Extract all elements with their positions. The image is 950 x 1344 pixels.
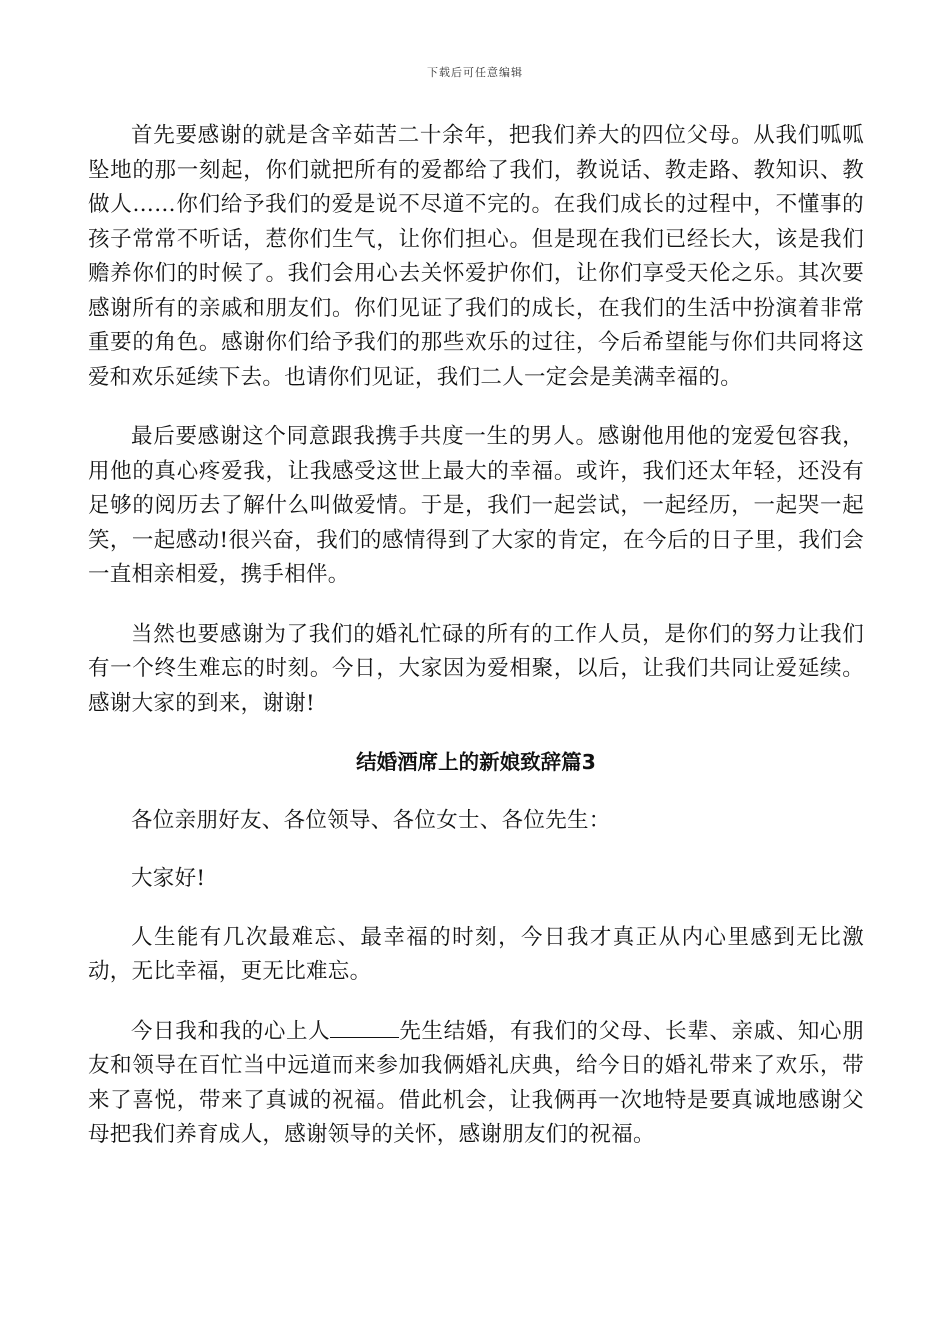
paragraph-wedding-thanks-rest: 先生结婚，有我们的父母、长辈、亲戚、知心朋友和领导在百忙当中远道而来参加我俩婚礼庆典，给今日的婚礼带来了欢乐，带来了喜悦，带来了真诚的祝福。借此机会，让我俩再一次地特是要真诚地感谢父母把我们养育成人，感谢领导的关怀，感谢朋友们的祝福。 [88, 1018, 864, 1147]
paragraph-thanks-parents: 首先要感谢的就是含辛茹苦二十余年，把我们养大的四位父母。从我们呱呱坠地的那一刻起，你们就把所有的爱都给了我们，教说话、教走路、教知识、教做人……你们给予我们的爱是说不尽道不完的。在我们成长的过程中，不懂事的孩子常常不听话，惹你们生气，让你们担心。但是现在我们已经长大，该是我们赡养你们的时候了。我们会用心去关怀爱护你们，让你们享受天伦之乐。其次要感谢所有的亲戚和朋友们。你们见证了我们的成长，在我们的生活中扮演着非常重要的角色。感谢你们给予我们的那些欢乐的过往，今后希望能与你们共同将这爱和欢乐延续下去。也请你们见证，我们二人一定会是美满幸福的。 [88, 123, 864, 390]
paragraph-wedding-thanks [88, 1015, 864, 1153]
section-title: 结婚酒席上的新娘致辞篇3 [356, 750, 596, 774]
salutation: 各位亲朋好友、各位领导、各位女士、各位先生： [131, 807, 611, 833]
paragraph-thanks-husband: 最后要感谢这个同意跟我携手共度一生的男人。感谢他用他的宠爱包容我，用他的真心疼爱我，让我感受这世上最大的幸福。或许，我们还太年轻，还没有足够的阅历去了解什么叫做爱情。于是，我们一起尝试，一起经历，一起哭一起笑，一起感动!很兴奋，我们的感情得到了大家的肯定，在今后的日子里，我们会一直相亲相爱，携手相伴。 [88, 424, 864, 587]
paragraph-wedding-thanks-start: 今日我和我的心上人 [131, 1018, 331, 1044]
paragraph-thanks-staff: 当然也要感谢为了我们的婚礼忙碌的所有的工作人员，是你们的努力让我们有一个终生难忘的时刻。今日，大家因为爱相聚，以后，让我们共同让爱延续。感谢大家的到来，谢谢! [88, 621, 864, 716]
paragraph-happiest-moment: 人生能有几次最难忘、最幸福的时刻，今日我才真正从内心里感到无比激动，无比幸福，更无比难忘。 [88, 924, 864, 984]
name-blank-underline [330, 1016, 399, 1037]
document-body [88, 119, 864, 1153]
greeting: 大家好! [131, 866, 206, 891]
page-header-note: 下载后可任意编辑 [427, 66, 523, 79]
